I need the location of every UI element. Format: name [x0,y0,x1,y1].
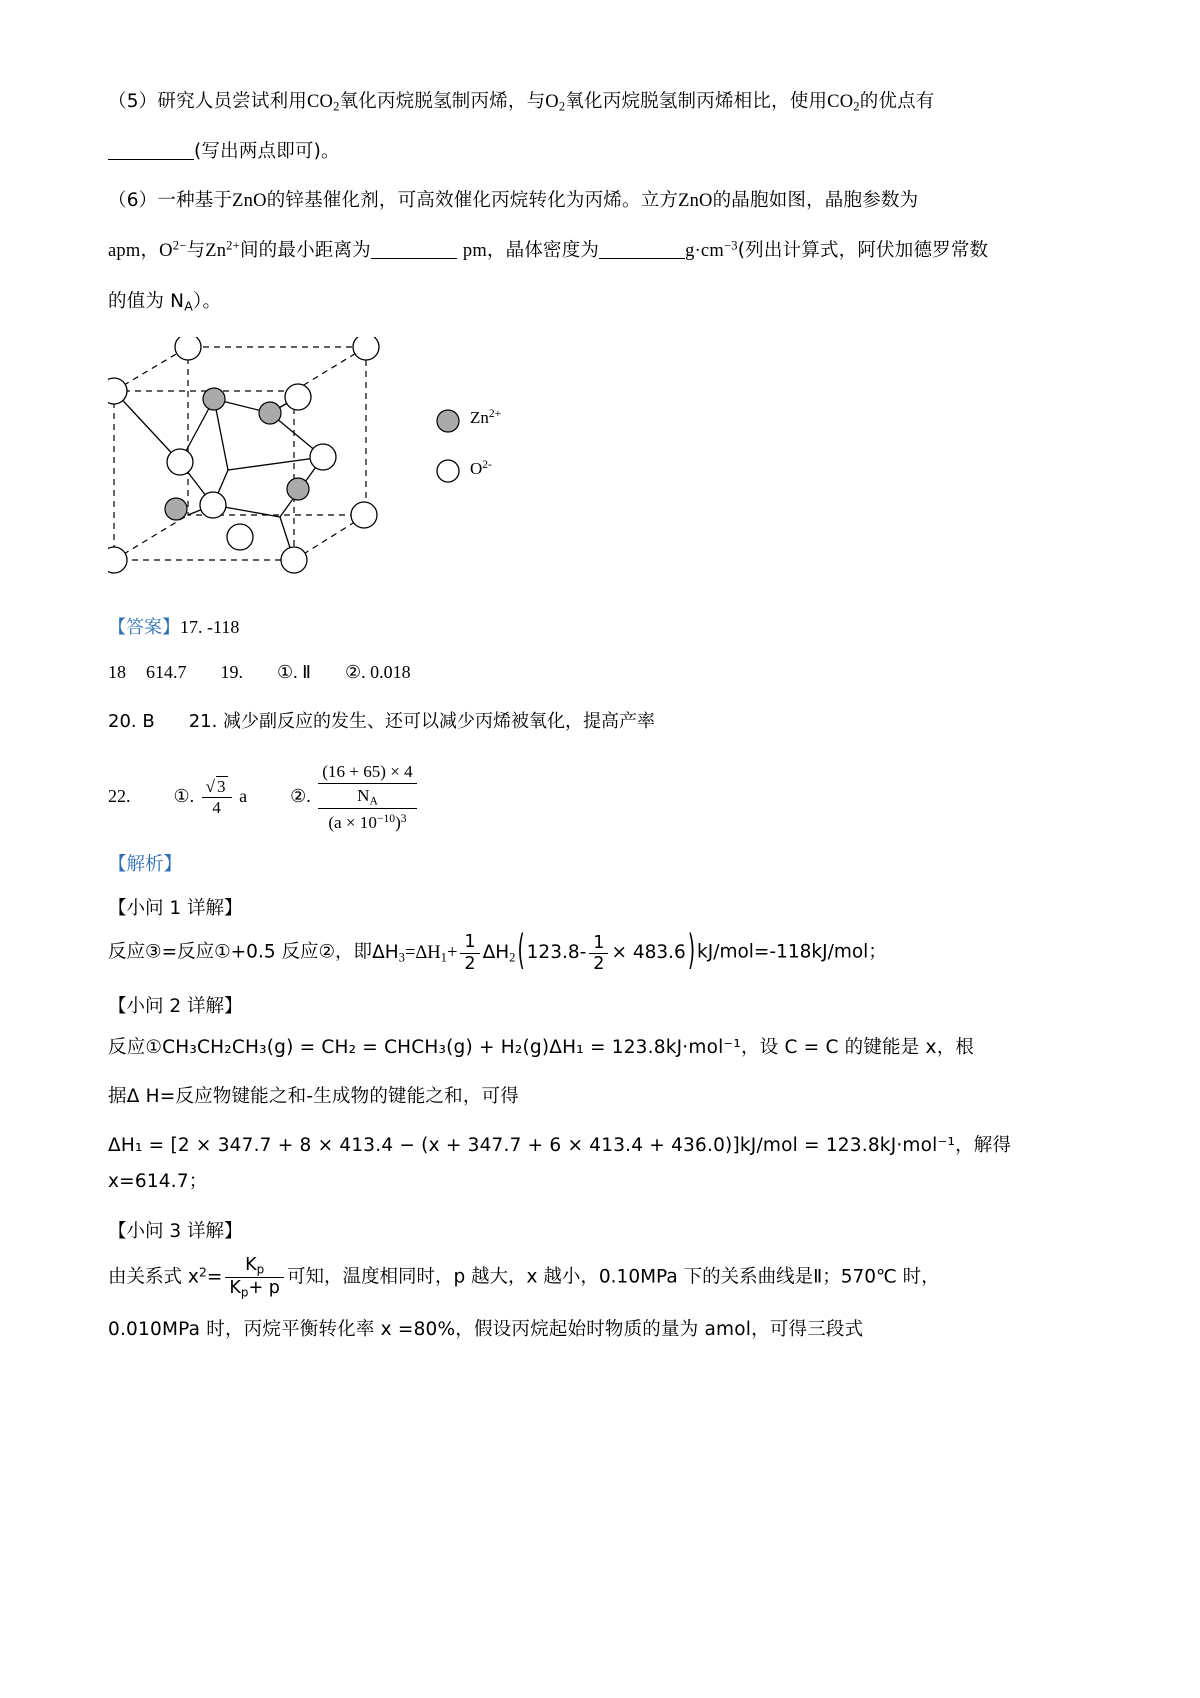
q6-na-sub: A [184,298,194,314]
answer-21: 21. 减少副反应的发生、还可以减少丙烯被氧化，提高产率 [188,710,656,732]
q6-zn-charge: 2+ [226,239,240,254]
q5-co2-b: CO [827,92,854,112]
answer-line-20-21 [108,704,1108,740]
q6-line2-e: (列出计算式，阿伏加德罗常数 [737,240,989,262]
q6-line3-tail: ）。 [193,290,222,312]
q5-mid-1: 氧化丙烷脱氢制丙烯，与 [339,91,546,112]
sub-question-2-line-2: 据Δ H=反应物键能之和-生成物的键能之和，可得 [108,1086,519,1108]
answer-22-num: 22. [108,786,131,807]
q5-mid-2: 氧化丙烷脱氢制丙烯相比，使用 [565,91,828,112]
q6-unit-g: g·cm [685,241,724,262]
q5-prefix: （5）研究人员尝试利用 [108,91,307,112]
answer-line-22 [108,762,1108,833]
sub-question-2-line-3: ΔH₁ = [2 × 347.7 + 8 × 413.4 − (x + 347.7 + 6 × 413.4 + 436.0)]kJ/mol = 123.8kJ·mol⁻¹，解得 x=614.7； [108,1135,1012,1192]
answer-22-1-label: ①. [173,786,195,807]
q5-co2-a-sub: 2 [333,99,340,114]
q6-prefix: （6）一种基于 [108,190,233,212]
answer-22-2-fraction: (16 + 65) × 4 $N_A$ $(a \times 10^{-10})^3$ [318,762,417,833]
q6-zno-b: ZnO [678,191,713,212]
q6-zn: Zn [205,241,227,262]
answer-22-2-label: ②. [290,786,311,807]
figure-legend [437,410,459,482]
q6-line2-d: ，晶体密度为 [486,240,600,262]
q5-o2: O [545,92,559,112]
sub-question-3-formula: 由关系式 $x^2=$ $\frac{K_p}{K_p+ p}$ 可知，温度相同时，p 越大，x 越小，0.10MPa 下的关系曲线是Ⅱ；570℃ 时， [108,1254,940,1300]
answer-19-1: ①. Ⅱ [277,661,311,682]
question-6-line-1 [108,183,1108,219]
sub-question-1-formula: 反应③=反应①+0.5 反应②，即$\Delta H_3=\Delta H_1+$ $\frac{1}{2}$ $\Delta H_2$ ( 123.8- $\frac{1}{2}$ × 483.6 ) kJ/mol=-118kJ/mol； [108,928,887,975]
q6-line3: 的值为 N [108,290,185,312]
answer-22-1-var: a [239,786,248,807]
zno-unit-cell-svg [108,337,568,599]
q6-mid-1: 的锌基催化剂，可高效催化丙烷转化为丙烯。立方 [266,190,679,212]
q5-tail: 的优点有 [859,91,935,112]
answer-blank [599,240,685,260]
question-5-line-1 [108,84,1108,120]
q5-line2-tail: (写出两点即可)。 [194,141,340,163]
answer-18-num: 18 [108,661,126,682]
q6-line2-c: 间的最小距离为 [239,240,371,262]
answer-22-1-fraction: $\frac{√ 3}{4}$ [202,776,232,817]
q5-o2-sub: 2 [558,99,566,114]
question-6-line-2 [108,233,1108,269]
oxygen-atoms [108,337,379,573]
answer-heading-line [108,609,1108,646]
q6-unit-pm: pm [462,241,487,262]
answer-line-18-19 [108,654,1108,690]
answer-head: 【答案】 [108,616,180,638]
answer-18-val: 614.7 [146,661,187,682]
sub-question-2-heading: 【小问 2 详解】 [108,996,243,1018]
zno-unit-cell-figure [108,337,1108,599]
answer-17: 17. -118 [180,616,240,637]
bond-lines [114,391,323,560]
answer-blank [371,240,457,260]
q5-co2-a: CO [306,92,334,112]
q6-line2-b: 与 [186,240,206,262]
q6-zno-a: ZnO [232,191,267,212]
answer-19-2: ②. 0.018 [345,661,411,682]
answer-19-num: 19. [220,661,243,682]
answer-blank [108,140,194,160]
legend-o-label: $O^{2-}$ [470,457,492,478]
answer-20: 20. B [108,710,155,732]
q6-unit-g-sup: −3 [723,239,738,254]
sub-question-3-line-2: 0.010MPa 时，丙烷平衡转化率 x =80%，假设丙烷起始时物质的量为 amol，可得三段式 [108,1318,864,1340]
q6-o-charge: 2− [172,239,187,254]
sub-question-2-line-1: 反应①CH₃CH₂CH₃(g) = CH₂ = CHCH₃(g) + H₂(g)ΔH₁ = 123.8kJ·mol⁻¹，设 C = C 的键能是 x，根 [108,1037,975,1059]
question-5-line-2 [108,134,1108,169]
sub-question-1-heading: 【小问 1 详解】 [108,898,243,920]
q5-co2-b-sub: 2 [853,99,860,114]
analysis-heading: 【解析】 [108,854,183,876]
sub-question-3-heading: 【小问 3 详解】 [108,1220,243,1242]
document-content [108,84,1108,1361]
q6-line2-a: apm，O [108,241,173,262]
legend-zn-label: $Zn^{2+}$ [470,406,502,427]
q6-mid-2: 的晶胞如图，晶胞参数为 [712,190,919,212]
question-6-line-3 [108,284,1108,319]
